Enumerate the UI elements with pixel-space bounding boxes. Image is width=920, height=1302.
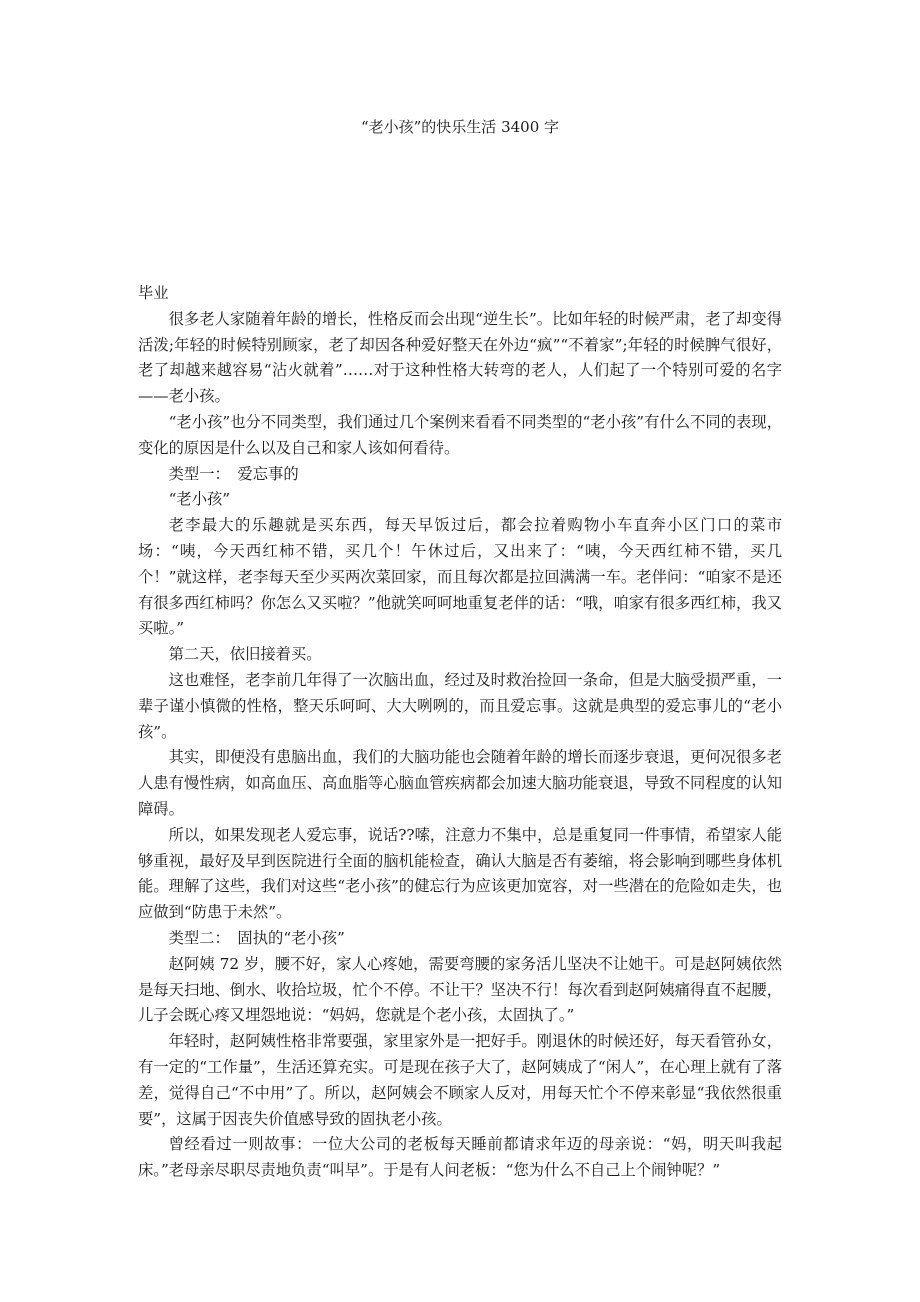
document-body bbox=[138, 281, 782, 1184]
paragraph-lao-li-reason: 这也难怪，老李前几年得了一次脑出血，经过及时救治捡回一条命，但是大脑受损严重，一辈子谨小慎微的性格，整天乐呵呵、大大咧咧的，而且爱忘事。这就是典型的爱忘事儿的“老小孩”。 bbox=[138, 670, 782, 741]
paragraph-intro: 很多老人家随着年龄的增长，性格反而会出现“逆生长”。比如年轻的时候严肃，老了却变得活泼;年轻的时候特别顾家，老了却因各种爱好整天在外边“疯”“不着家”;年轻的时候脾气很好，老了却越来越容易“沾火就着”……对于这种性格大转弯的老人，人们起了一个特别可爱的名字——老小孩。 bbox=[138, 309, 782, 406]
paragraph-zhao-story: 赵阿姨 72 岁，腰不好，家人心疼她，需要弯腰的家务活儿坚决不让她干。可是赵阿姨依然是每天扫地、倒水、收拾垃圾，忙个不停。不让干？坚决不行！每次看到赵阿姨痛得直不起腰，儿子会既心疼又埋怨地说：“妈妈，您就是个老小孩，太固执了。” bbox=[138, 954, 782, 1025]
section-heading-type-one: 类型一： 爱忘事的 bbox=[168, 464, 299, 483]
paragraph-brain-decline: 其实，即便没有患脑出血，我们的大脑功能也会随着年龄的增长而逐步衰退，更何况很多老人患有慢性病，如高血压、高血脂等心脑血管疾病都会加速大脑功能衰退，导致不同程度的认知障碍。 bbox=[138, 748, 782, 818]
section-heading-type-one-cont: “老小孩” bbox=[168, 490, 231, 509]
paragraph-advice: 所以，如果发现老人爱忘事，说话??嗦，注意力不集中，总是重复同一件事情，希望家人能够重视，最好及早到医院进行全面的脑机能检查，确认大脑是否有萎缩，将会影响到哪些身体机能。理解了这些，我们对这些“老小孩”的健忘行为应该更加宽容，对一些潜在的危险如走失，也应做到“防患于未然”。 bbox=[138, 825, 782, 922]
paragraph-next-day: 第二天，依旧接着买。 bbox=[168, 645, 322, 664]
section-heading-type-two: 类型二： 固执的“老小孩” bbox=[168, 928, 345, 947]
paragraph-heading-graduation: 毕业 bbox=[138, 284, 169, 302]
paragraph-lao-li-story: 老李最大的乐趣就是买东西，每天早饭过后，都会拉着购物小车直奔小区门口的菜市场：“咦，今天西红柿不错，买几个！午休过后，又出来了：“咦，今天西红柿不错，买几个！”就这样，老李每天至少买两次菜回家，而且每次都是拉回满满一车。老伴问：“咱家不是还有很多西红柿吗？你怎么又买啦？”他就笑呵呵地重复老伴的话：“哦，咱家有很多西红柿，我又买啦。” bbox=[138, 516, 782, 638]
document-title: “老小孩”的快乐生活 3400 字 bbox=[360, 118, 560, 136]
paragraph-types-overview: “老小孩”也分不同类型，我们通过几个案例来看看不同类型的“老小孩”有什么不同的表现，变化的原因是什么以及自己和家人该如何看待。 bbox=[138, 412, 782, 457]
paragraph-boss-story: 曾经看过一则故事：一位大公司的老板每天睡前都请求年迈的母亲说：“妈，明天叫我起床。”老母亲尽职尽责地负责“叫早”。于是有人问老板：“您为什么不自己上个闹钟呢？” bbox=[138, 1135, 782, 1180]
paragraph-zhao-reason: 年轻时，赵阿姨性格非常要强，家里家外是一把好手。刚退休的时候还好，每天看管孙女，有一定的“工作量”，生活还算充实。可是现在孩子大了，赵阿姨成了“闲人”，在心理上就有了落差，觉得自己“不中用”了。所以，赵阿姨会不顾家人反对，用每天忙个不停来彰显“我依然很重要”，这属于因丧失价值感导致的固执老小孩。 bbox=[138, 1032, 782, 1128]
